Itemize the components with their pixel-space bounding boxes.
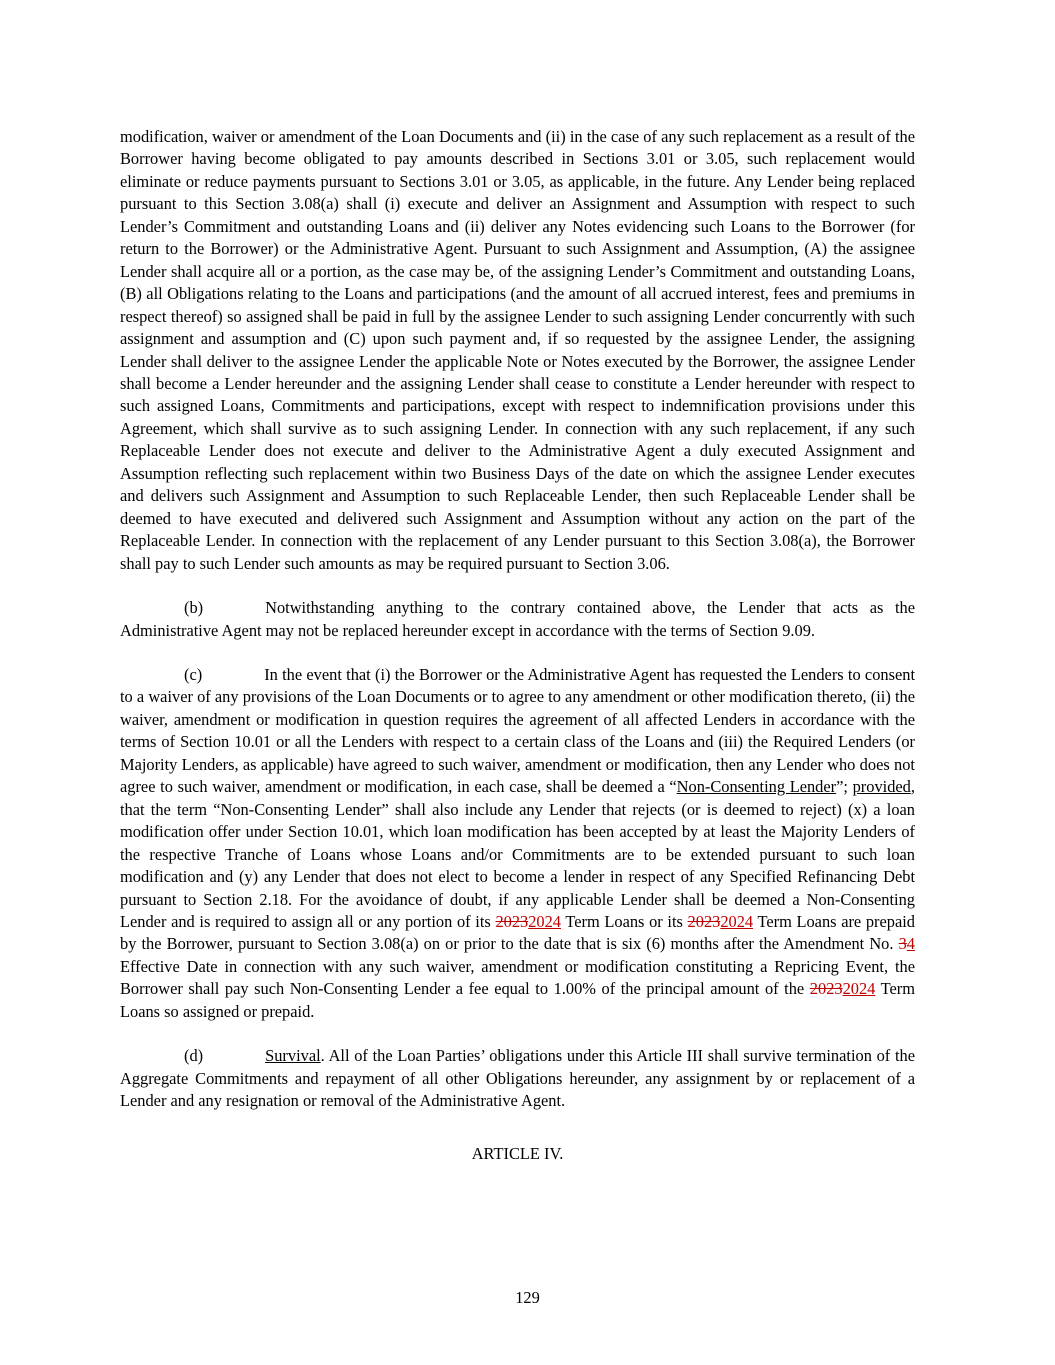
paragraph-c-text-3: , that the term “Non-Consenting Lender” shall also include any Lender that rejects (or is deemed to reject) (x) a loan modification offer under Section 10.01, which loan modification has been accepted by at least the Majority Lenders of the respective Tranche of Loans whose Loans and/or Commitments are to be extended pursuant to such loan modification and (y) any Lender that does not elect to become a lender in respect of any Specified Refinancing Debt pursuant to Section 2.18. For the avoidance of doubt, if any applicable Lender shall be deemed a Non-Consenting Lender and is required to assign all or any portion of its xyxy=(120,777,915,931)
insertion-markup: 2024 xyxy=(842,979,876,999)
paragraph-c-text-4: Term Loans or its xyxy=(561,911,688,931)
deletion-markup: 2023 xyxy=(495,911,529,931)
paragraph-continuation-text: modification, waiver or amendment of the Loan Documents and (ii) in the case of any such replacement as a result of the Borrower having become obligated to pay amounts described in Sections 3.01 or 3.05, such replacement would eliminate or reduce payments pursuant to Sections 3.01 or 3.05, as applicable, in the future. Any Lender being replaced pursuant to this Section 3.08(a) shall (i) execute and deliver an Assignment and Assumption with respect to such Lender’s Commitment and outstanding Loans and (ii) deliver any Notes evidencing such Loans to the Borrower (for return to the Borrower) or the Administrative Agent. Pursuant to such Assignment and Assumption, (A) the assignee Lender shall acquire all or a portion, as the case may be, of the assigning Lender’s Commitment and outstanding Loans, (B) all Obligations relating to the Loans and participations (and the amount of all accrued interest, fees and premiums in respect thereof) so assigned shall be paid in full by the assignee Lender to such assigning Lender concurrently with such assignment and assumption and (C) upon such payment and, if so requested by the assignee Lender, the assigning Lender shall deliver to the assignee Lender the applicable Note or Notes executed by the Borrower, the assignee Lender shall become a Lender hereunder and the assigning Lender shall cease to constitute a Lender hereunder with respect to such assigned Loans, Commitments and participations, except with respect to indemnification provisions under this Agreement, which shall survive as to such assigning Lender. In connection with any such replacement, if any such Replaceable Lender does not execute and deliver to the Administrative Agent a duly executed Assignment and Assumption reflecting such replacement within two Business Days of the date on which the assignee Lender executes and delivers such Assignment and Assumption to such Replaceable Lender, then such Replaceable Lender shall be deemed to have executed and delivered such Assignment and Assumption without any action on the part of the Replaceable Lender. In connection with the replacement of any Lender pursuant to this Section 3.08(a), the Borrower shall pay to such Lender such amounts as may be required pursuant to Section 3.06. xyxy=(120,127,915,573)
paragraph-c-text-7: Term Loans so assigned or prepaid. xyxy=(120,979,915,1021)
heading-survival: Survival xyxy=(265,1046,321,1066)
paragraph-d-label: (d) xyxy=(184,1046,204,1066)
deletion-markup: 2023 xyxy=(809,979,843,999)
paragraph-c xyxy=(120,664,915,1023)
page-number: 129 xyxy=(515,1288,540,1307)
paragraph-d xyxy=(120,1045,915,1112)
paragraph-b-text: Notwithstanding anything to the contrary contained above, the Lender that acts as the Administrative Agent may not be replaced hereunder except in accordance with the terms of Section 9.09. xyxy=(120,598,915,640)
paragraph-c-label: (c) xyxy=(184,664,203,684)
deletion-markup: 2023 xyxy=(687,911,721,931)
paragraph-c-text-2: ”; xyxy=(836,777,853,797)
insertion-markup: 4 xyxy=(906,934,915,954)
paragraph-d-text: . All of the Loan Parties’ obligations under this Article III shall survive termination of the Aggregate Commitments and repayment of all other Obligations hereunder, any assignment by or replacement of a Lender and any resignation or removal of the Administrative Agent. xyxy=(120,1046,915,1111)
insertion-markup: 2024 xyxy=(720,911,754,931)
paragraph-c-text-6: Effective Date in connection with any such waiver, amendment or modification constituting a Repricing Event, the Borrower shall pay such Non-Consenting Lender a fee equal to 1.00% of the principal amount of the xyxy=(120,956,915,999)
paragraph-b-label: (b) xyxy=(184,598,204,618)
deletion-markup: 3 xyxy=(898,934,907,954)
article-heading: ARTICLE IV. xyxy=(471,1143,564,1163)
paragraph-c-text-5: Term Loans are prepaid by the Borrower, pursuant to Section 3.08(a) on or prior to the date that is six (6) months after the Amendment No. xyxy=(120,911,916,954)
document-body xyxy=(120,126,915,1165)
paragraph-c-text-1: In the event that (i) the Borrower or the Administrative Agent has requested the Lenders to consent to a waiver of any provisions of the Loan Documents or to agree to any amendment or other modification thereto, (ii) the waiver, amendment or modification in question requires the agreement of all affected Lenders in accordance with the terms of Section 10.01 or all the Lenders with respect to a certain class of the Loans and (iii) the Required Lenders (or Majority Lenders, as applicable) have agreed to such waiver, amendment or modification, then any Lender who does not agree to such waiver, amendment or modification, in each case, shall be deemed a “ xyxy=(120,664,915,797)
emphasis-provided: provided xyxy=(852,777,911,797)
paragraph-continuation xyxy=(120,126,915,575)
defined-term-non-consenting-lender: Non-Consenting Lender xyxy=(676,777,837,797)
paragraph-b xyxy=(120,597,915,642)
insertion-markup: 2024 xyxy=(528,911,561,931)
